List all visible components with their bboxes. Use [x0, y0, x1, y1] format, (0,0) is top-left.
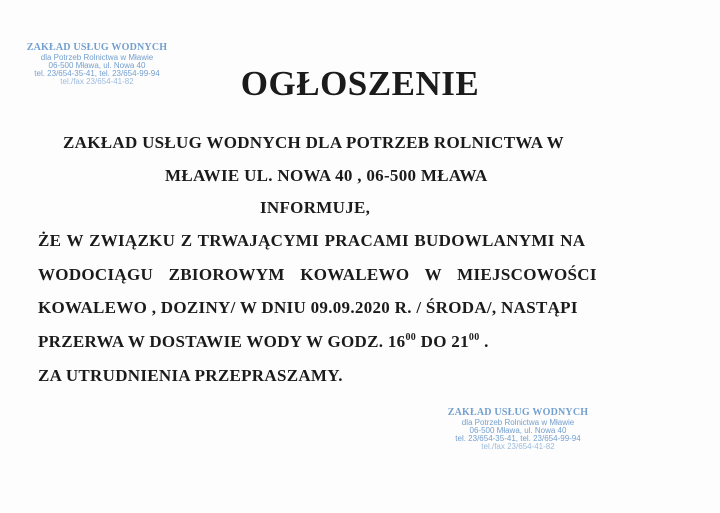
stamp-line: tel./fax 23/654-41-82: [481, 442, 555, 451]
company-stamp-bottom: [438, 408, 598, 451]
stamp-line: dla Potrzeb Rolnictwa w Mławie: [461, 418, 575, 427]
body-line-4: ŻE W ZWIĄZKU Z TRWAJĄCYMI PRACAMI BUDOWLANYMI NA: [38, 231, 586, 250]
outage-prefix: PRZERWA W DOSTAWIE WODY W GODZ. 16: [38, 332, 406, 351]
body-line-5: WODOCIĄGU ZBIOROWYM KOWALEWO W MIEJSCOWOŚCI: [38, 265, 597, 284]
body-line-8: ZA UTRUDNIENIA PRZEPRASZAMY.: [38, 366, 343, 385]
stamp-line: tel./fax 23/654-41-82: [60, 77, 134, 86]
outage-mid: DO 21: [416, 332, 469, 351]
body-line-7: [38, 332, 489, 352]
stamp-line: 06-500 Mława, ul. Nowa 40: [48, 61, 146, 70]
body-line-1: ZAKŁAD USŁUG WODNYCH DLA POTRZEB ROLNICTWA W: [63, 133, 564, 152]
stamp-line: tel. 23/654-35-41, tel. 23/654-99-94: [34, 69, 160, 78]
stamp-line: tel. 23/654-35-41, tel. 23/654-99-94: [455, 434, 581, 443]
stamp-title: ZAKŁAD USŁUG WODNYCH: [26, 42, 168, 53]
body-line-2: MŁAWIE UL. NOWA 40 , 06-500 MŁAWA: [165, 166, 488, 185]
end-hour-superscript: 00: [468, 332, 480, 343]
body-line-6: KOWALEWO , DOZINY/ W DNIU 09.09.2020 R. / ŚRODA/, NASTĄPI: [38, 298, 578, 317]
stamp-line: 06-500 Mława, ul. Nowa 40: [469, 426, 567, 435]
start-hour-superscript: 00: [405, 332, 417, 343]
body-line-3: INFORMUJE,: [260, 198, 371, 217]
announcement-title: OGŁOSZENIE: [240, 64, 480, 103]
stamp-line: dla Potrzeb Rolnictwa w Mławie: [40, 53, 154, 62]
outage-suffix: .: [479, 332, 489, 351]
stamp-title: ZAKŁAD USŁUG WODNYCH: [447, 407, 589, 418]
